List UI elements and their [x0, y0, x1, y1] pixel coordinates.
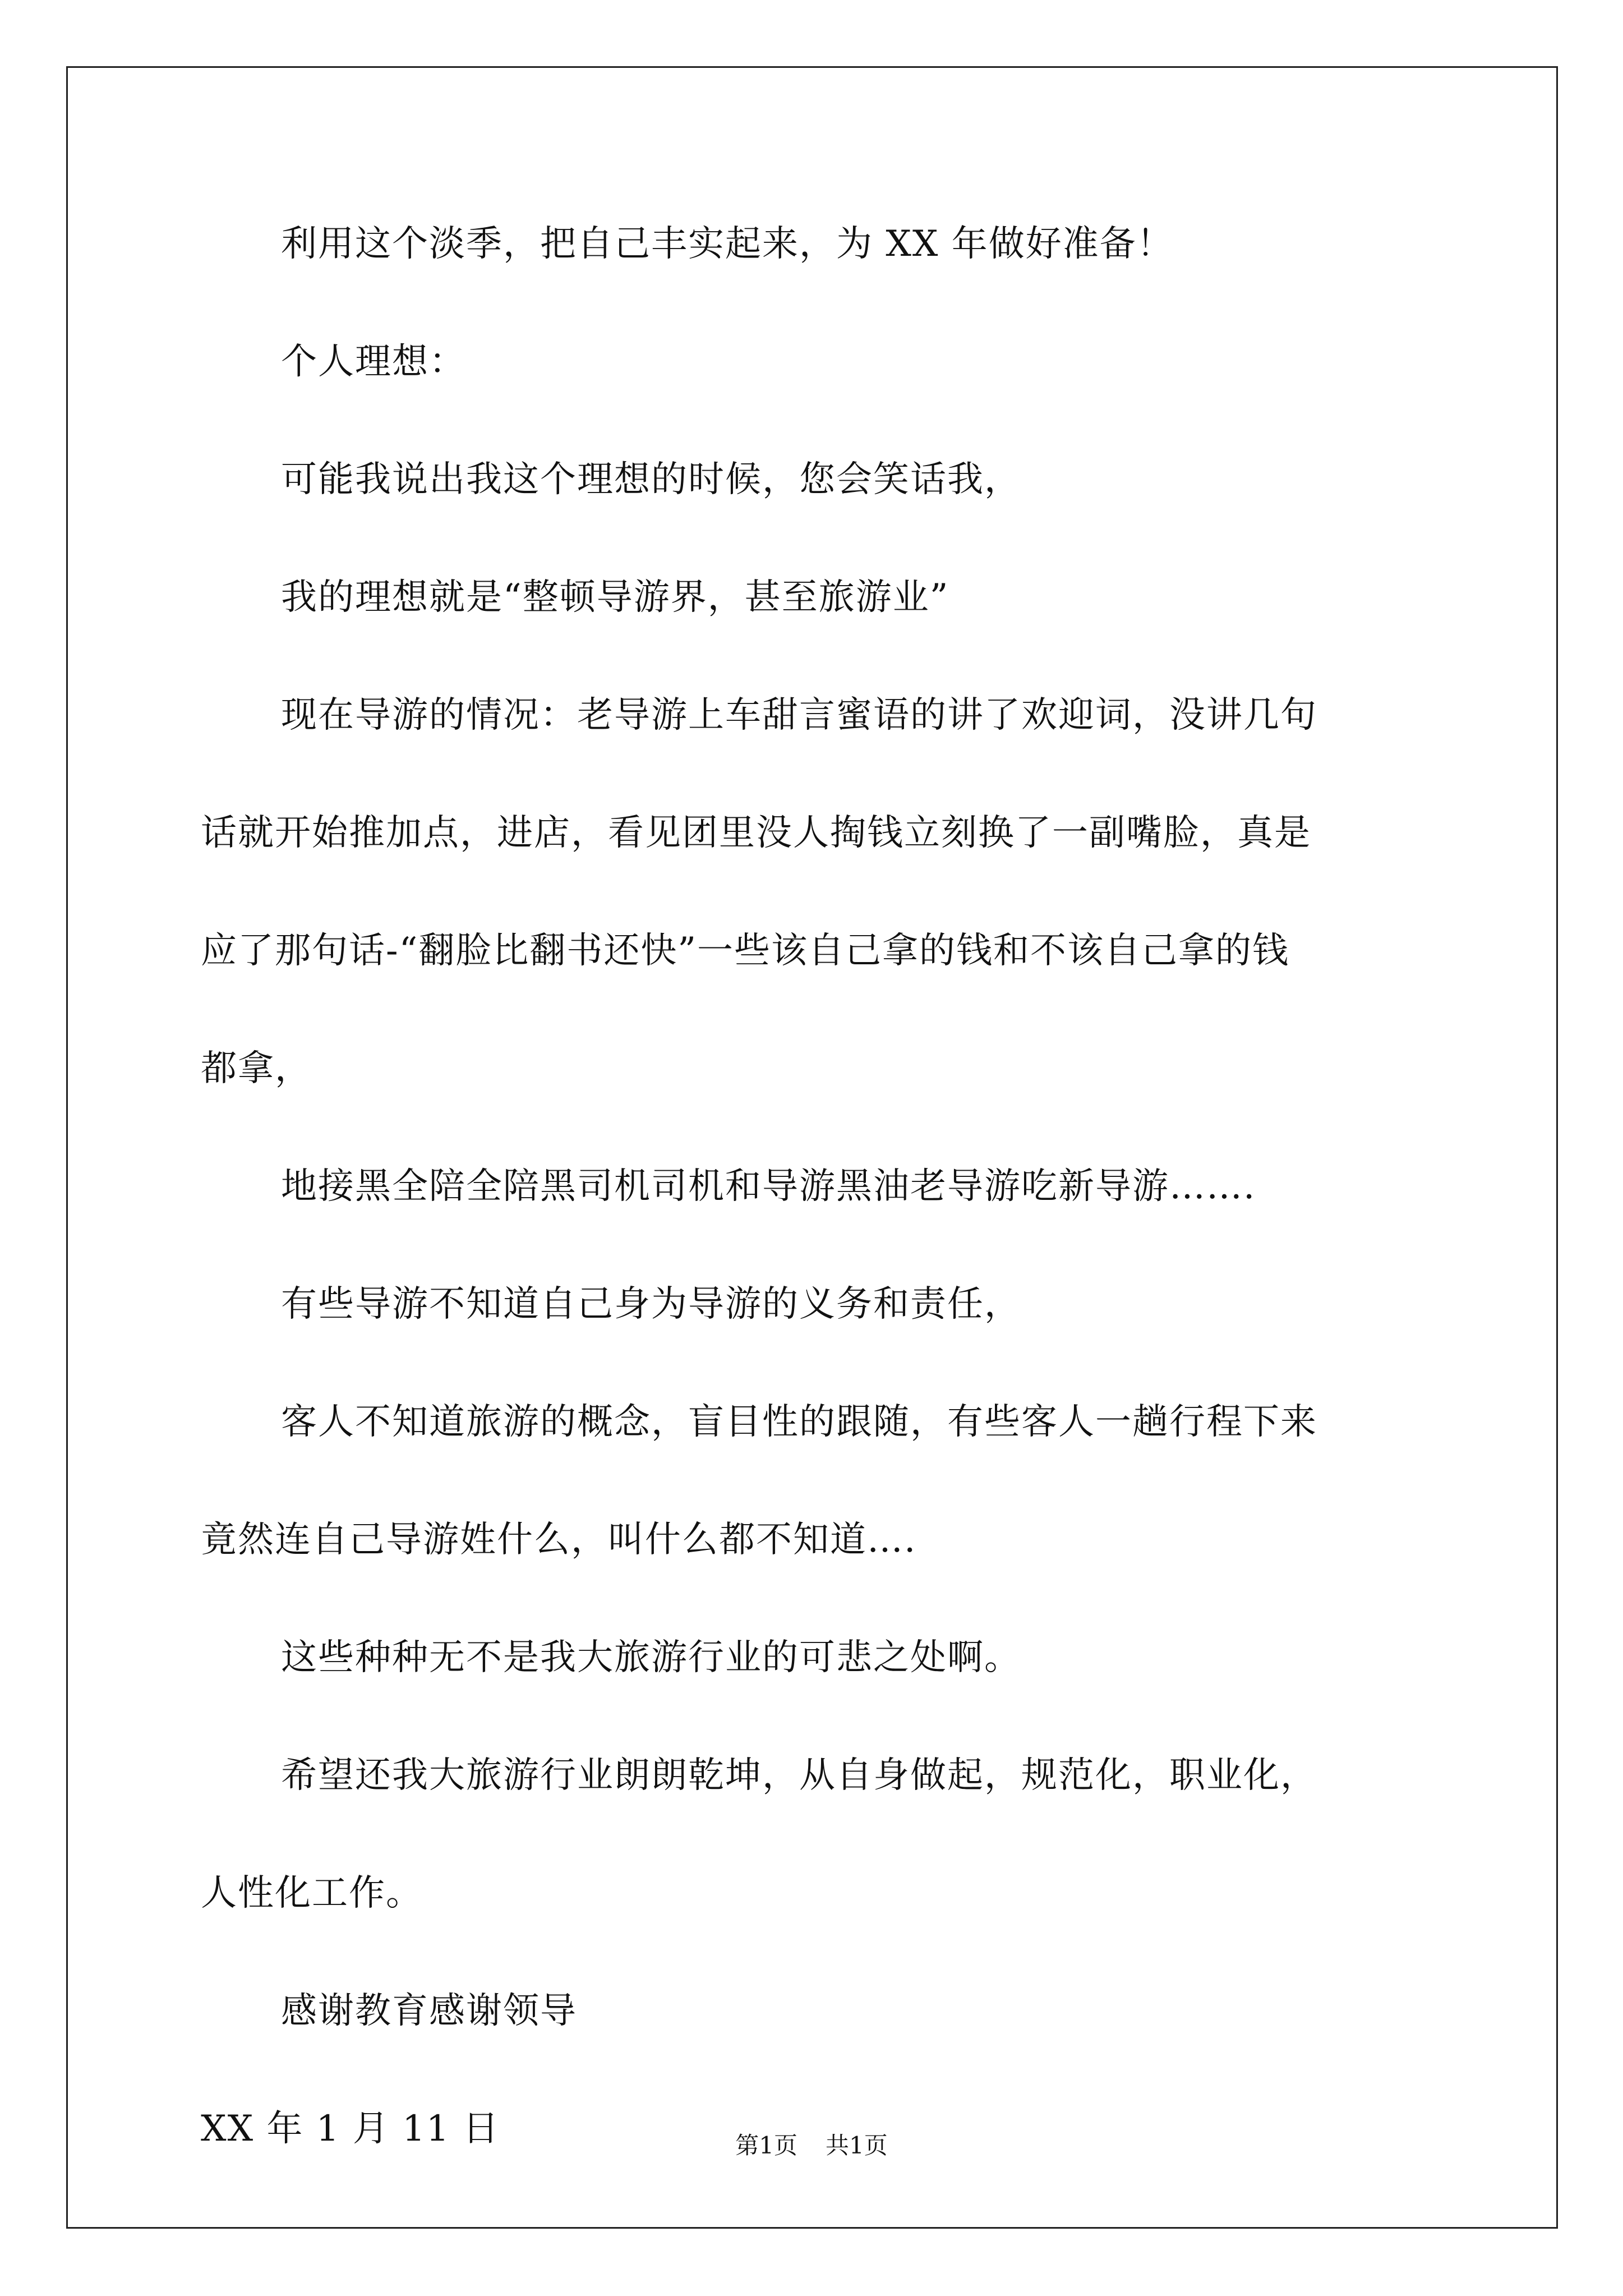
paragraph-line: 都拿，: [201, 1048, 312, 1089]
paragraph-line: 人性化工作。: [201, 1872, 423, 1914]
paragraph-line: 竟然连自己导游姓什么，叫什么都不知道….: [201, 1519, 917, 1561]
paragraph-line: 利用这个淡季，把自己丰实起来，为 XX 年做好准备！: [281, 223, 1174, 265]
paragraph-line: 有些导游不知道自己身为导游的义务和责任，: [281, 1283, 1021, 1325]
paragraph-line: 话就开始推加点，进店，看见团里没人掏钱立刻换了一副嘴脸，真是: [201, 812, 1311, 854]
paragraph-line: 可能我说出我这个理想的时候，您会笑话我，: [281, 459, 1021, 500]
paragraph-line: 地接黑全陪全陪黑司机司机和导游黑油老导游吃新导游…….: [281, 1166, 1256, 1207]
date-line: XX 年 1 月 11 日: [201, 2108, 500, 2150]
page-number: 第1页: [735, 2132, 797, 2159]
paragraph-line: 现在导游的情况：老导游上车甜言蜜语的讲了欢迎词，没讲几句: [281, 694, 1317, 736]
paragraph-line: 客人不知道旅游的概念，盲目性的跟随，有些客人一趟行程下来: [281, 1401, 1317, 1443]
paragraph-line: 个人理想：: [281, 341, 466, 383]
paragraph-line: 我的理想就是“整顿导游界，甚至旅游业”: [281, 577, 949, 618]
page-total: 共1页: [826, 2132, 888, 2159]
paragraph-line: 应了那句话-“翻脸比翻书还快”一些该自己拿的钱和不该自己拿的钱: [201, 930, 1290, 972]
paragraph-line: 这些种种无不是我大旅游行业的可悲之处啊。: [281, 1637, 1021, 1678]
paragraph-line: 希望还我大旅游行业朗朗乾坤，从自身做起，规范化，职业化，: [281, 1755, 1317, 1796]
signature-line: 感谢教育感谢领导: [281, 1990, 577, 2032]
page-footer: [0, 2132, 1623, 2160]
